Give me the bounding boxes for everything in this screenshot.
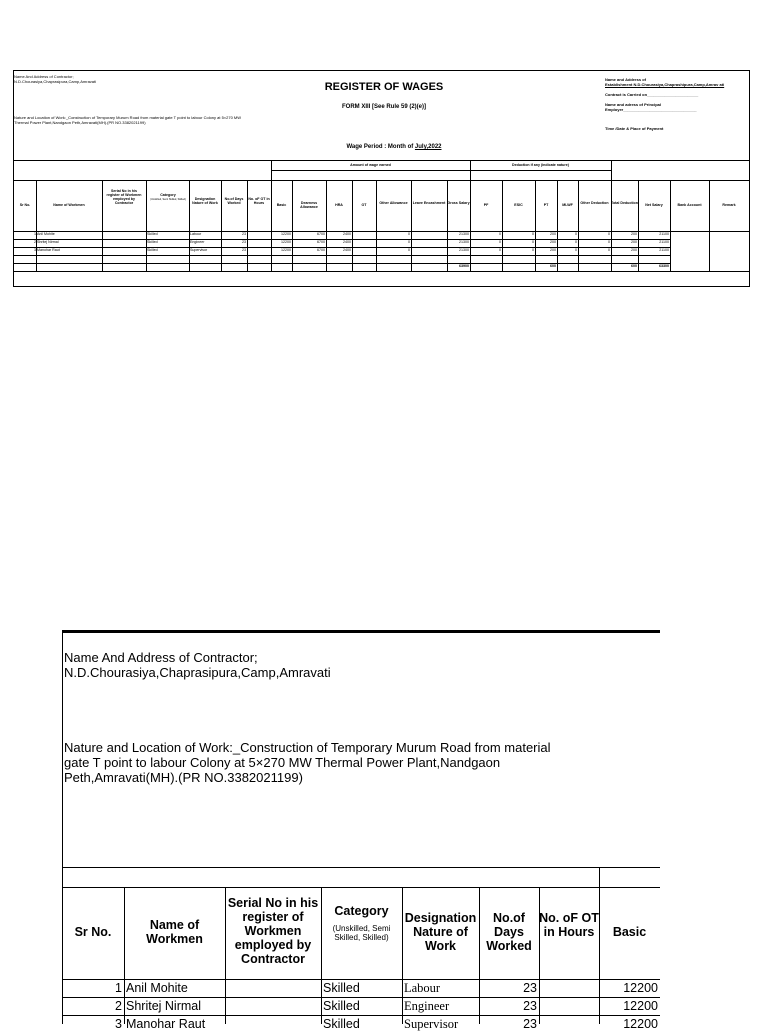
- thumb-cell-basic: 12200: [281, 240, 291, 244]
- thumb-cell-mlwf: 0: [575, 232, 577, 236]
- thumb-cell-category: Skilled: [147, 248, 158, 252]
- thumb-cell-total_ded: 200: [631, 240, 637, 244]
- thumb-cell-da: 6700: [317, 240, 325, 244]
- thumb-cell-total_ded: 200: [631, 248, 637, 252]
- zoom-cell-name: Shritej Nirmal: [126, 999, 202, 1013]
- principal-value: Employer_________________________________: [605, 107, 697, 112]
- thumb-cell-pt: 200: [550, 248, 556, 252]
- col-basic: Basic: [276, 203, 287, 207]
- thumb-cell-hra: 2400: [343, 232, 351, 236]
- contractor-value: N.D.Chourasiya,Chaprasipura,Camp,Amravati: [14, 79, 97, 84]
- col-designation: Designation Nature of Work: [192, 197, 218, 205]
- zoom-contractor-value: N.D.Chourasiya,Chaprasipura,Camp,Amravati: [64, 665, 331, 680]
- zoom-cell-category: Skilled: [323, 981, 360, 995]
- total-net: 63300: [659, 264, 669, 268]
- thumb-cell-hra: 2400: [343, 240, 351, 244]
- thumb-cell-sr: 1: [34, 232, 36, 236]
- zoom-nature-line2: gate T point to labour Colony at 5×270 MW Thermal Power Plant,Nandgaon: [64, 755, 501, 770]
- thumb-cell-designation: Labour: [190, 232, 202, 236]
- col-pf: PF: [483, 203, 489, 207]
- thumb-cell-other_allow: 0: [408, 240, 410, 244]
- thumb-cell-gross: 21300: [459, 232, 469, 236]
- zoom-col-designation: Designation Nature of Work: [404, 911, 477, 953]
- thumb-cell-mlwf: 0: [575, 240, 577, 244]
- col-days: No.of Days Worked: [224, 197, 244, 205]
- zoom-cell-days: 23: [523, 1017, 537, 1031]
- thumb-cell-pf: 0: [499, 232, 501, 236]
- principal-label: Name and adress of Principal: [605, 102, 662, 107]
- zoom-col-category-label: Category: [334, 904, 389, 918]
- thumb-cell-da: 6700: [317, 248, 325, 252]
- col-serial: Serial No in his register of Workmen employed by Contractor: [106, 189, 142, 205]
- col-category-sub: (Unskilled, Semi Skilled, Skilled): [150, 198, 186, 201]
- thumb-cell-hra: 2400: [343, 248, 351, 252]
- zoom-col-serial: Serial No in his register of Workmen employed by Contractor: [227, 896, 319, 966]
- thumb-cell-pt: 200: [550, 240, 556, 244]
- col-sr: Sr No.: [19, 203, 31, 207]
- group-deduction: Deduction if any (indicate nature): [512, 163, 569, 167]
- col-category-label: Category: [160, 193, 176, 197]
- zoom-cell-category: Skilled: [323, 1017, 360, 1031]
- col-gross: Gross Salary: [447, 201, 470, 205]
- zoom-cell-designation: Engineer: [404, 999, 450, 1013]
- thumb-cell-name: Shritej Nirmal: [37, 240, 59, 244]
- thumb-cell-total_ded: 200: [631, 232, 637, 236]
- col-pt: PT: [543, 203, 549, 207]
- col-ot: OT: [361, 203, 367, 207]
- zoom-cell-designation: Supervisor: [404, 1017, 459, 1031]
- col-leave: Leave Encashment: [412, 201, 446, 205]
- thumb-cell-da: 6700: [317, 232, 325, 236]
- register-title: REGISTER OF WAGES: [324, 81, 444, 93]
- zoom-col-name: Name of Workmen: [146, 918, 203, 946]
- zoom-cell-category: Skilled: [323, 999, 360, 1013]
- zoom-col-days: No.of Days Worked: [486, 911, 532, 953]
- form-label: FORM XIII [See Rule 59 (2)(e)]: [341, 104, 426, 110]
- thumb-cell-days: 23: [242, 240, 246, 244]
- total-total-deduction: 600: [631, 264, 637, 268]
- thumb-cell-sr: 2: [34, 240, 36, 244]
- wage-period: [314, 144, 474, 150]
- thumb-cell-other_ded: 0: [608, 232, 610, 236]
- wage-register-sheet: [13, 70, 750, 287]
- col-esic: ESIC: [514, 203, 523, 207]
- thumb-cell-days: 23: [242, 248, 246, 252]
- establishment-value: Establishment N.D.Chourasiya,Chaprashipura,Camp,Amrav ati: [605, 82, 725, 87]
- thumb-cell-gross: 21300: [459, 240, 469, 244]
- establishment-label: Name and Address of: [605, 77, 646, 82]
- zoom-cell-name: Manohar Raut: [126, 1017, 206, 1031]
- col-ot-hours: No. oF OT in Hours: [248, 197, 270, 205]
- payment-label: Time /Date & Place of Payment: [605, 126, 664, 131]
- total-pt: 600: [550, 264, 556, 268]
- thumb-cell-category: Skilled: [147, 232, 158, 236]
- col-da: Dearness Allowance: [300, 201, 318, 209]
- col-mlwf: MLWF: [562, 203, 573, 207]
- thumb-cell-net: 21100: [659, 240, 669, 244]
- thumb-cell-net: 21100: [659, 248, 669, 252]
- wage-period-label: Wage Period : Month of: [346, 144, 415, 150]
- col-net: Net Salary: [645, 203, 663, 207]
- zoom-cell-sr: 3: [115, 1017, 122, 1031]
- nature-of-work: Nature and Location of Work:_Construction of Temporary Murum Road from material gate T point to labour Colony at 5×270 MW Thermal Power Plant,Nandgaon Peth,Amravati(MH).(PR NO.3382021199): [14, 115, 242, 125]
- zoom-col-basic: Basic: [612, 925, 647, 939]
- thumb-cell-sr: 3: [34, 248, 36, 252]
- thumb-cell-designation: Engineer: [190, 240, 205, 244]
- thumb-cell-basic: 12200: [281, 248, 291, 252]
- wage-period-value: July,2022: [414, 144, 442, 150]
- thumb-cell-other_allow: 0: [408, 248, 410, 252]
- zoom-cell-sr: 2: [115, 999, 122, 1013]
- thumb-cell-category: Skilled: [147, 240, 158, 244]
- thumb-cell-pt: 200: [550, 232, 556, 236]
- contract-carried: Contract is Carried on_______________________: [605, 92, 699, 97]
- thumb-cell-other_allow: 0: [408, 232, 410, 236]
- thumb-cell-name: Anil Mohite: [37, 232, 55, 236]
- contractor-label: Name And Address of Contractor;: [14, 74, 74, 79]
- thumb-cell-other_ded: 0: [608, 240, 610, 244]
- col-bank: Bank Account: [677, 203, 702, 207]
- zoom-nature-block: [64, 740, 654, 785]
- col-other-deduction: Other Deduction: [580, 201, 609, 205]
- thumb-cell-mlwf: 0: [575, 248, 577, 252]
- thumb-cell-gross: 21300: [459, 248, 469, 252]
- zoom-nature-line1: Nature and Location of Work:_Construction of Temporary Murum Road from material: [64, 740, 551, 755]
- group-earned: Amount of wage earned: [350, 163, 391, 167]
- establishment-block: [605, 77, 745, 131]
- col-remark: Remark: [722, 203, 736, 207]
- zoom-contractor-block: [64, 650, 331, 680]
- thumb-cell-net: 21100: [659, 232, 669, 236]
- thumb-cell-designation: Supervisor: [190, 248, 208, 252]
- zoom-cell-basic: 12200: [623, 1017, 658, 1031]
- col-other-allowance: Other Allowance: [379, 201, 408, 205]
- thumb-cell-esic: 0: [532, 240, 534, 244]
- col-category: [148, 193, 188, 202]
- thumb-cell-pf: 0: [499, 240, 501, 244]
- thumb-cell-name: Manohar Raut: [37, 248, 60, 252]
- zoom-col-sr: Sr No.: [74, 925, 112, 939]
- thumb-cell-basic: 12200: [281, 232, 291, 236]
- zoom-cell-name: Anil Mohite: [126, 981, 188, 995]
- col-name: Name of Workmen: [53, 203, 85, 207]
- contractor-block: [14, 74, 194, 84]
- zoom-nature-line3: Peth,Amravati(MH).(PR NO.3382021199): [64, 770, 303, 785]
- col-hra: HRA: [335, 203, 343, 207]
- zoom-cell-days: 23: [523, 981, 537, 995]
- zoom-cell-designation: Labour: [404, 981, 441, 995]
- zoom-col-category-sub: (Unskilled, Semi Skilled, Skilled): [332, 924, 391, 942]
- thumb-cell-pf: 0: [499, 248, 501, 252]
- col-total-deduction: Total Deduction: [611, 201, 638, 205]
- zoom-col-ot-hours: No. oF OT in Hours: [539, 911, 599, 939]
- thumb-cell-esic: 0: [532, 232, 534, 236]
- zoom-cell-basic: 12200: [623, 999, 658, 1013]
- thumb-cell-other_ded: 0: [608, 248, 610, 252]
- thumb-cell-days: 23: [242, 232, 246, 236]
- zoom-cell-basic: 12200: [623, 981, 658, 995]
- zoom-contractor-label: Name And Address of Contractor;: [64, 650, 258, 665]
- zoom-cell-days: 23: [523, 999, 537, 1013]
- zoomed-register: [62, 630, 660, 1031]
- total-gross: 63900: [459, 264, 469, 268]
- zoom-col-category: [321, 904, 402, 942]
- thumb-cell-esic: 0: [532, 248, 534, 252]
- zoom-cell-sr: 1: [115, 981, 122, 995]
